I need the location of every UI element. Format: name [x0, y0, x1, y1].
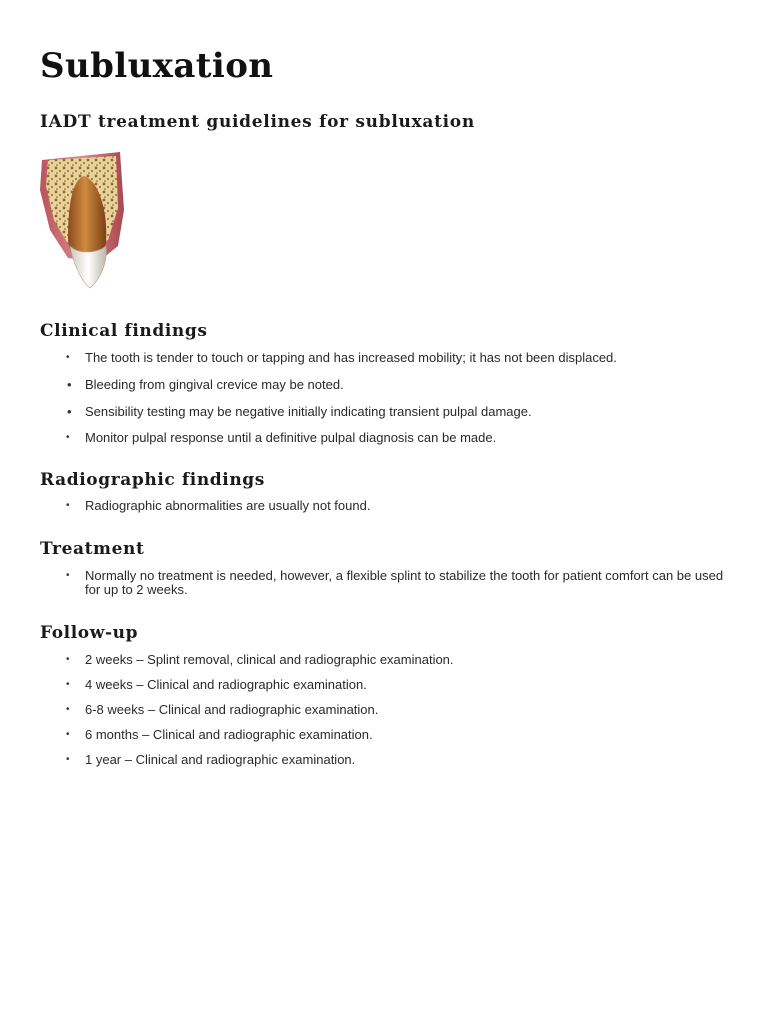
list-item: • Monitor pulpal response until a definitive pulpal diagnosis can be made.: [66, 430, 497, 445]
bullet-icon: •: [66, 570, 70, 581]
bullet-icon: •: [66, 704, 70, 715]
treatment-heading: Treatment: [40, 539, 145, 559]
bullet-icon: •: [66, 500, 70, 511]
bullet-icon: •: [66, 729, 70, 740]
page-subtitle: IADT treatment guidelines for subluxation: [40, 112, 475, 132]
bullet-icon: •: [66, 432, 70, 443]
bullet-icon: •: [66, 754, 70, 765]
bullet-icon: •: [66, 654, 70, 665]
list-item: • Radiographic abnormalities are usually not found.: [66, 498, 371, 513]
list-item: • The tooth is tender to touch or tapping and has increased mobility; it has not been displaced.: [66, 350, 617, 365]
bullet-icon: •: [66, 679, 70, 690]
bullet-icon: •: [67, 377, 72, 392]
tooth-illustration: [38, 150, 128, 290]
list-item: • 6-8 weeks – Clinical and radiographic examination.: [66, 702, 379, 717]
clinical-findings-list: [0, 351, 768, 445]
list-item: • Normally no treatment is needed, however, a flexible splint to stabilize the tooth for patient comfort can be used for up to 2 weeks.: [66, 568, 724, 597]
list-item: • 4 weeks – Clinical and radiographic examination.: [66, 677, 367, 692]
list-item: • Sensibility testing may be negative initially indicating transient pulpal damage.: [67, 404, 532, 419]
radiographic-findings-heading: Radiographic findings: [40, 470, 265, 490]
clinical-findings-heading: Clinical findings: [40, 321, 208, 341]
page-title: Subluxation: [40, 46, 274, 86]
list-item: • 1 year – Clinical and radiographic examination.: [66, 752, 356, 767]
radiographic-findings-list: [0, 499, 768, 513]
list-item: • 2 weeks – Splint removal, clinical and radiographic examination.: [66, 652, 454, 667]
follow-up-list: [0, 653, 768, 767]
bullet-icon: •: [66, 352, 70, 363]
follow-up-heading: Follow-up: [40, 623, 139, 643]
list-item: • 6 months – Clinical and radiographic examination.: [66, 727, 373, 742]
treatment-list: [0, 569, 768, 597]
bullet-icon: •: [67, 404, 72, 419]
list-item: • Bleeding from gingival crevice may be noted.: [67, 377, 344, 392]
